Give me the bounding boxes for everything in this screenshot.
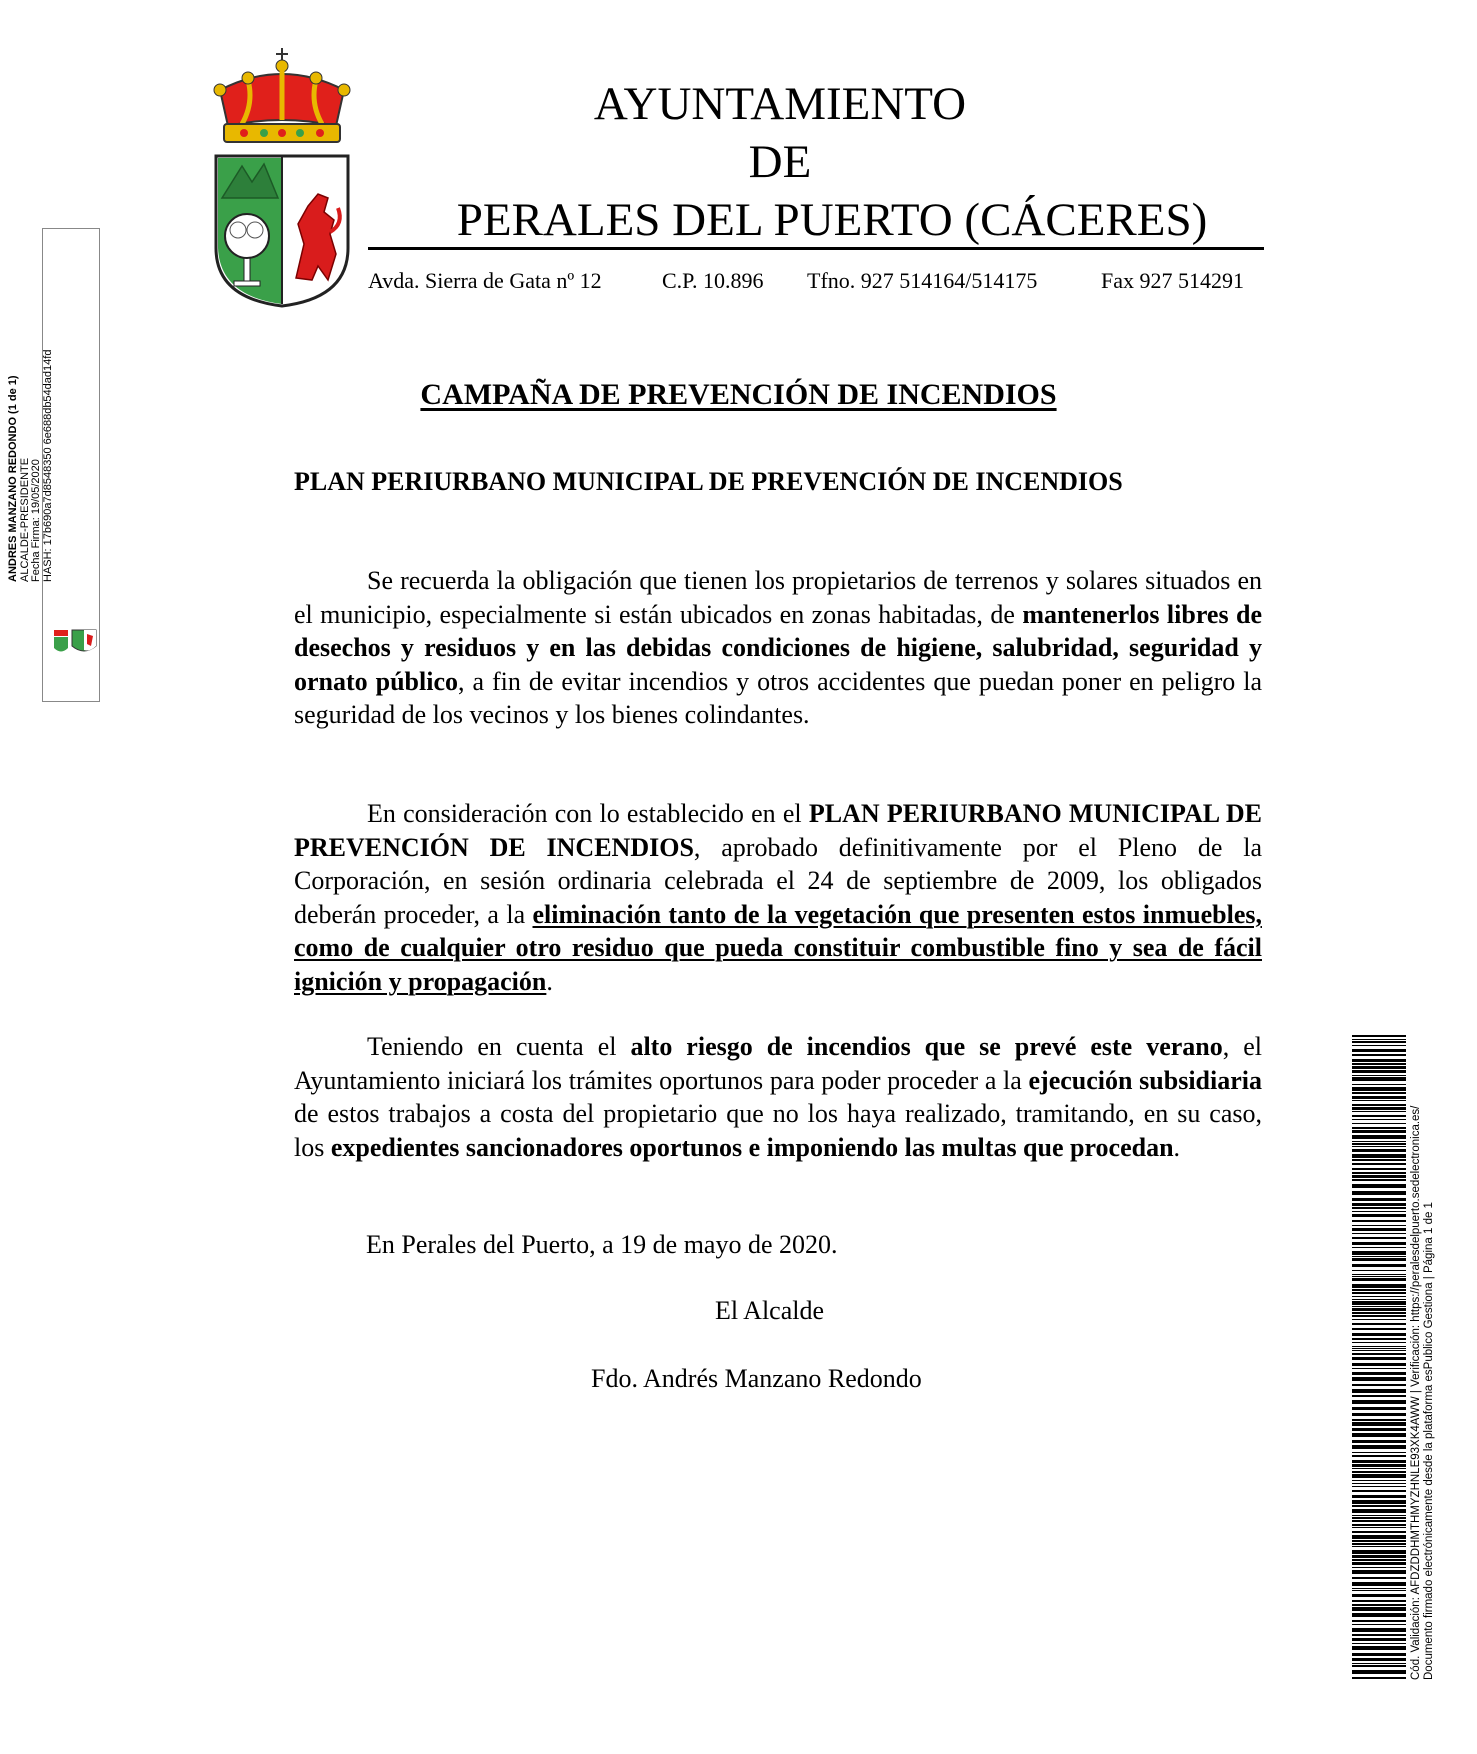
mini-crest-icon xyxy=(52,626,98,656)
barcode-bar xyxy=(1352,1184,1406,1188)
barcode-bar xyxy=(1352,1646,1406,1650)
paragraph-1 xyxy=(294,564,1262,732)
barcode-bar xyxy=(1352,1292,1406,1294)
barcode-bar xyxy=(1352,1440,1406,1443)
barcode-bar xyxy=(1352,1357,1406,1360)
barcode-bar xyxy=(1352,1540,1406,1542)
coat-of-arms-logo xyxy=(212,48,352,308)
barcode-bar xyxy=(1352,1237,1406,1239)
barcode-bar xyxy=(1352,1342,1406,1343)
p1-text-c: , a fin de evitar incendios y otros accidentes que puedan poner en peligro la seguridad de los vecinos y los bienes colindantes. xyxy=(294,666,1263,729)
barcode-bar xyxy=(1352,1604,1406,1606)
barcode-bar xyxy=(1352,1256,1406,1257)
barcode-bar xyxy=(1352,1643,1406,1644)
barcode-bar xyxy=(1352,1624,1406,1625)
verification-line-1: Cód. Validación: AFDZDDHMTHMYZHNLE93XK4AWW | Verificación: https://peralesdelpuerto.sedelectronica.es/ xyxy=(1410,1105,1422,1680)
barcode-bar xyxy=(1352,1677,1406,1679)
barcode-bar xyxy=(1352,1384,1406,1386)
barcode-bar xyxy=(1352,1588,1406,1589)
barcode-bar xyxy=(1352,1306,1406,1307)
stamp-hash: HASH: 17b690a7d8548350 6e688db54dad14fd xyxy=(41,349,54,582)
header-address: Avda. Sierra de Gata nº 12 xyxy=(368,268,602,293)
barcode-bar xyxy=(1352,1372,1406,1375)
barcode-bar xyxy=(1352,1054,1406,1056)
signature-stamp-text xyxy=(8,322,54,582)
p2-bold: PLAN PERIURBANO MUNICIPAL DE PREVENCIÓN DE INCENDIOS xyxy=(294,799,1262,862)
barcode-bar xyxy=(1352,1175,1406,1178)
barcode-bar xyxy=(1352,1308,1406,1311)
crown-icon xyxy=(214,48,350,142)
barcode-bar xyxy=(1352,1172,1406,1174)
barcode-bar xyxy=(1352,1395,1406,1397)
barcode-bar xyxy=(1352,1460,1406,1463)
barcode-bar xyxy=(1352,1328,1406,1330)
barcode-bar xyxy=(1352,1049,1406,1052)
barcode-bar xyxy=(1352,1663,1406,1664)
barcode-bar xyxy=(1352,1543,1406,1545)
barcode-bar xyxy=(1352,1653,1406,1656)
barcode-bar xyxy=(1352,1520,1406,1522)
barcode-bar xyxy=(1352,1274,1406,1275)
barcode-bar xyxy=(1352,1123,1406,1124)
barcode-bar xyxy=(1352,1613,1406,1617)
barcode-bar xyxy=(1352,1323,1406,1325)
barcode-bar xyxy=(1352,1368,1406,1369)
barcode-bar xyxy=(1352,1550,1406,1554)
barcode-bar xyxy=(1352,1077,1406,1081)
barcode-bar xyxy=(1352,1464,1406,1467)
paragraph-3 xyxy=(294,1030,1262,1164)
barcode-bar xyxy=(1352,1400,1406,1404)
barcode-bar xyxy=(1352,1422,1406,1426)
barcode-bar xyxy=(1352,1191,1406,1195)
barcode-bar xyxy=(1352,1127,1406,1129)
barcode-bar xyxy=(1352,1350,1406,1351)
barcode-bar xyxy=(1352,1301,1406,1305)
barcode-bar xyxy=(1352,1111,1406,1112)
barcode-bar xyxy=(1352,1377,1406,1381)
barcode-bar xyxy=(1352,1346,1406,1347)
barcode-bar xyxy=(1352,1146,1406,1147)
barcode-bar xyxy=(1352,1670,1406,1674)
barcode-bar xyxy=(1352,1474,1406,1478)
p3-bold-1: alto riesgo de incendios que se prevé este verano xyxy=(630,1032,1223,1061)
barcode-bar xyxy=(1352,1628,1406,1632)
barcode-bar xyxy=(1352,1353,1406,1355)
p2-text-a: En consideración con lo establecido en el xyxy=(367,799,809,828)
barcode-bar xyxy=(1352,1092,1406,1094)
barcode-bar xyxy=(1352,1600,1406,1602)
barcode-bar xyxy=(1352,1247,1406,1248)
barcode-bar xyxy=(1352,1104,1406,1106)
barcode-bar xyxy=(1352,1468,1406,1469)
barcode-bar xyxy=(1352,1570,1406,1574)
barcode-bar xyxy=(1352,1107,1406,1110)
barcode-bar xyxy=(1352,1154,1406,1158)
barcode-bar xyxy=(1352,1214,1406,1217)
p3-text-g: . xyxy=(1173,1132,1181,1162)
barcode-bar xyxy=(1352,1143,1406,1145)
barcode-bar xyxy=(1352,1531,1406,1533)
p3-text-a: Teniendo en cuenta el xyxy=(367,1032,631,1061)
barcode-bar xyxy=(1352,1524,1406,1526)
barcode-bar xyxy=(1352,1296,1406,1297)
barcode-bar xyxy=(1352,1505,1406,1507)
barcode-bar xyxy=(1352,1527,1406,1528)
p2-bold-underlined: eliminación tanto de la vegetación que presenten estos inmuebles, como de cualquier otro residuo que pueda constituir combustible fino y sea de fácil ignición y propagación xyxy=(294,899,1262,996)
barcode-bar xyxy=(1352,1312,1406,1314)
barcode-bar xyxy=(1352,1278,1406,1281)
barcode-bar xyxy=(1352,1562,1406,1565)
barcode-bar xyxy=(1352,1211,1406,1212)
barcode-bar xyxy=(1352,1419,1406,1421)
barcode-bar xyxy=(1352,1225,1406,1226)
barcode-bar xyxy=(1352,1066,1406,1069)
header-line-3: PERALES DEL PUERTO (CÁCERES) xyxy=(456,194,1208,246)
barcode-bar xyxy=(1352,1490,1406,1492)
stamp-role: ALCALDE-PRESIDENTE xyxy=(18,457,31,582)
document-title xyxy=(0,378,1477,412)
p3-bold-2: ejecución subsidiaria xyxy=(1028,1065,1262,1095)
p2-text-e: . xyxy=(546,966,553,996)
barcode-bar xyxy=(1352,1115,1406,1117)
barcode-bar xyxy=(1352,1594,1406,1597)
barcode-bar xyxy=(1352,1582,1406,1586)
barcode-bar xyxy=(1352,1096,1406,1099)
barcode-bar xyxy=(1352,1059,1406,1062)
barcode-bar xyxy=(1352,1039,1406,1040)
barcode-bar xyxy=(1352,1577,1406,1579)
barcode-bar xyxy=(1352,1445,1406,1449)
barcode-bar xyxy=(1352,1233,1406,1234)
barcode-bar xyxy=(1352,1333,1406,1336)
barcode-bar xyxy=(1352,1220,1406,1222)
barcode-bar xyxy=(1352,1141,1406,1142)
header-cp: C.P. 10.896 xyxy=(662,268,764,293)
barcode-bar xyxy=(1352,1315,1406,1317)
barcode-bar xyxy=(1352,1471,1406,1473)
barcode-bar xyxy=(1352,1179,1406,1181)
barcode-bar xyxy=(1352,1168,1406,1170)
signer-role: El Alcalde xyxy=(715,1296,825,1325)
barcode-bar xyxy=(1352,1546,1406,1547)
barcode-bar xyxy=(1352,1509,1406,1513)
p3-text-e: de estos trabajos a costa del propietario que no los haya realizado, tramitando, en su caso, los xyxy=(294,1099,1262,1162)
barcode-bar xyxy=(1352,1535,1406,1539)
signer-name: Fdo. Andrés Manzano Redondo xyxy=(591,1364,922,1393)
p1-text-a: Se recuerda la obligación que tienen los propietarios de terrenos y solares situados en el municipio, especialmente si están ubicados en zonas habitadas, de xyxy=(294,566,1262,629)
barcode-bar xyxy=(1352,1163,1406,1165)
barcode-bar xyxy=(1352,1242,1406,1245)
barcode-bar xyxy=(1352,1087,1406,1091)
paragraph-2 xyxy=(294,797,1262,998)
barcode-bar xyxy=(1352,1207,1406,1209)
header-divider xyxy=(368,247,1264,250)
header-fax: Fax 927 514291 xyxy=(1101,268,1244,293)
barcode-bar xyxy=(1352,1658,1406,1661)
barcode-bar xyxy=(1352,1480,1406,1481)
barcode-bar xyxy=(1352,1270,1406,1271)
barcode-bar xyxy=(1352,1500,1406,1504)
barcode-bar xyxy=(1352,1495,1406,1498)
barcode-bar xyxy=(1352,1228,1406,1231)
barcode-bar xyxy=(1352,1620,1406,1622)
barcode-bar xyxy=(1352,1149,1406,1152)
barcode-bar xyxy=(1352,1567,1406,1568)
barcode-bar xyxy=(1352,1634,1406,1636)
barcode-bar xyxy=(1352,1638,1406,1641)
barcode-bar xyxy=(1352,1338,1406,1340)
barcode-bar xyxy=(1352,1607,1406,1611)
barcode-bar xyxy=(1352,1389,1406,1393)
barcode-bar xyxy=(1352,1428,1406,1431)
barcode-bar xyxy=(1352,1590,1406,1591)
header-phone: Tfno. 927 514164/514175 xyxy=(807,268,1038,293)
p3-text-c: , el Ayuntamiento iniciará los trámites oportunos para poder proceder a la xyxy=(294,1032,1262,1095)
document-title-text: CAMPAÑA DE PREVENCIÓN DE INCENDIOS xyxy=(420,378,1057,411)
barcode-bar xyxy=(1352,1264,1406,1267)
barcode-bar xyxy=(1352,1159,1406,1161)
barcode-bar xyxy=(1352,1130,1406,1133)
barcode-bar xyxy=(1352,1100,1406,1101)
barcode-bar xyxy=(1352,1486,1406,1487)
barcode-bar xyxy=(1352,1075,1406,1076)
barcode-bar xyxy=(1352,1413,1406,1416)
barcode-bar xyxy=(1352,1251,1406,1255)
barcode-bar xyxy=(1352,1433,1406,1437)
barcode-bar xyxy=(1352,1084,1406,1085)
barcode-bar xyxy=(1352,1135,1406,1139)
barcode-bar xyxy=(1352,1665,1406,1667)
barcode-icon xyxy=(1352,1035,1406,1681)
barcode-bar xyxy=(1352,1319,1406,1320)
verification-text xyxy=(1410,1030,1435,1680)
barcode-bar xyxy=(1352,1452,1406,1453)
place-date: En Perales del Puerto, a 19 de mayo de 2020. xyxy=(366,1230,838,1259)
barcode-bar xyxy=(1352,1517,1406,1519)
barcode-bar xyxy=(1352,1119,1406,1120)
barcode-bar xyxy=(1352,1289,1406,1291)
p1-bold: mantenerlos libres de desechos y residuos y en las debidas condiciones de higiene, salubridad, seguridad y ornato público xyxy=(294,599,1262,696)
verification-line-2: Documento firmado electrónicamente desde la plataforma esPublico Gestiona | Página 1 de 1 xyxy=(1422,1202,1435,1680)
barcode-bar xyxy=(1352,1284,1406,1288)
barcode-bar xyxy=(1352,1041,1406,1043)
barcode-bar xyxy=(1352,1198,1406,1201)
stamp-name: ANDRES MANZANO REDONDO (1 de 1) xyxy=(7,375,19,582)
barcode-bar xyxy=(1352,1455,1406,1457)
header-line-1: AYUNTAMIENTO xyxy=(593,78,967,130)
p3-bold-3: expedientes sancionadores oportunos e imponiendo las multas que procedan xyxy=(330,1132,1174,1162)
barcode-bar xyxy=(1352,1407,1406,1410)
barcode-bar xyxy=(1352,1555,1406,1558)
document-subtitle: PLAN PERIURBANO MUNICIPAL DE PREVENCIÓN DE INCENDIOS xyxy=(294,467,1123,496)
barcode-bar xyxy=(1352,1515,1406,1516)
stamp-date: Fecha Firma: 19/05/2020 xyxy=(30,459,42,582)
p2-text-c: , aprobado definitivamente por el Pleno de la Corporación, en sesión ordinaria celebrada el 24 de septiembre de 2009, los obligados deberán proceder, a la xyxy=(294,832,1262,929)
barcode-bar xyxy=(1352,1276,1406,1277)
barcode-bar xyxy=(1352,1035,1406,1037)
barcode-bar xyxy=(1352,1299,1406,1300)
barcode-bar xyxy=(1352,1559,1406,1561)
barcode-bar xyxy=(1352,1483,1406,1484)
header-line-2: DE xyxy=(748,136,812,188)
barcode-bar xyxy=(1352,1070,1406,1073)
barcode-bar xyxy=(1352,1063,1406,1065)
barcode-bar xyxy=(1352,1363,1406,1366)
barcode-bar xyxy=(1352,1045,1406,1046)
barcode-bar xyxy=(1352,1203,1406,1206)
barcode-bar xyxy=(1352,1348,1406,1349)
barcode-bar xyxy=(1352,1258,1406,1261)
